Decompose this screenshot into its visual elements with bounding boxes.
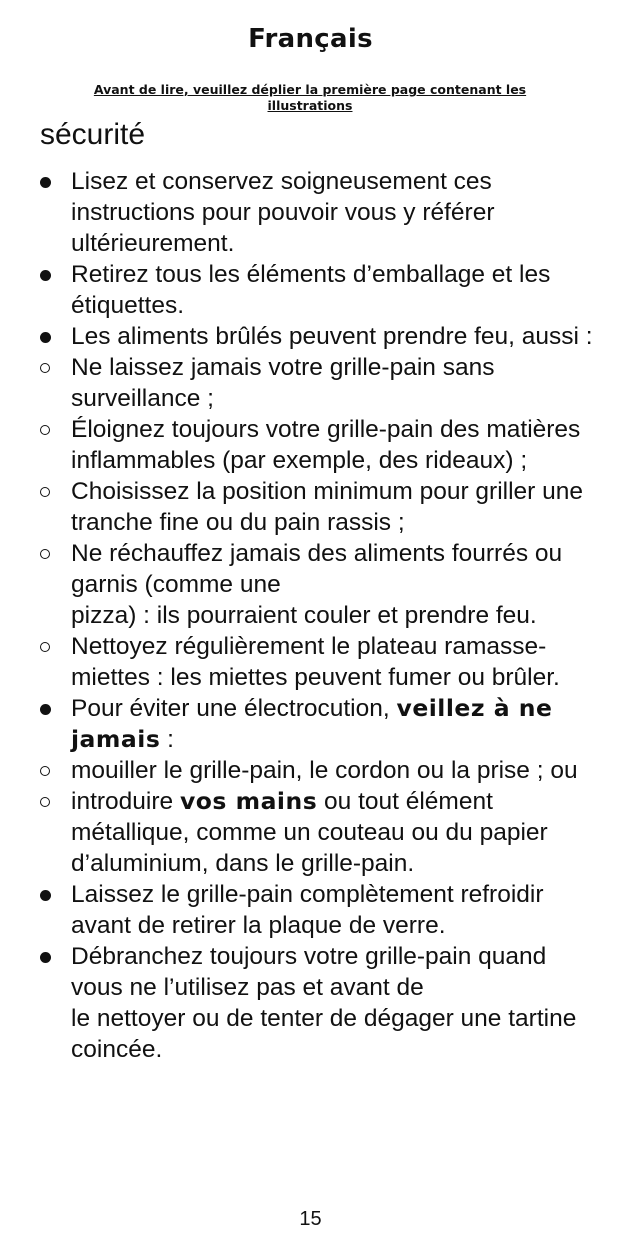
list-item [40, 786, 600, 879]
bullet-circle-icon [40, 797, 50, 807]
bullet-disc-icon [40, 270, 51, 281]
list-item [40, 476, 600, 538]
item-text: introduire [71, 788, 180, 815]
bullet-circle-icon [40, 363, 50, 373]
item-text: Ne réchauffez jamais des aliments fourrés ou garnis (comme une [71, 540, 563, 598]
item-text: Les aliments brûlés peuvent prendre feu, aussi : [71, 323, 593, 350]
list-item [40, 352, 600, 414]
list-item [40, 631, 600, 693]
item-text: Débranchez toujours votre grille-pain quand vous ne l’utilisez pas et avant de [71, 943, 547, 1001]
list-item [40, 166, 600, 259]
list-item [40, 321, 600, 352]
list-item [40, 941, 600, 1065]
list-item [40, 259, 600, 321]
list-item [40, 879, 600, 941]
list-item [40, 538, 600, 631]
bullet-circle-icon [40, 425, 50, 435]
bullet-disc-icon [40, 177, 51, 188]
item-text: ou tout élément métallique, comme un couteau ou du papier d’aluminium, dans le grille-pain. [71, 788, 548, 877]
bullet-circle-icon [40, 766, 50, 776]
item-bold-text: vos mains [179, 787, 318, 815]
bullet-disc-icon [40, 952, 51, 963]
item-text: Ne laissez jamais votre grille-pain sans surveillance ; [71, 354, 495, 412]
item-text: Choisissez la position minimum pour griller une tranche fine ou du pain rassis ; [71, 478, 583, 536]
item-text: le nettoyer ou de tenter de dégager une tartine coincée. [71, 1005, 577, 1063]
bullet-disc-icon [40, 704, 51, 715]
list-item [40, 414, 600, 476]
safety-list [40, 166, 600, 1065]
item-text: Retirez tous les éléments d’emballage et les étiquettes. [71, 261, 551, 319]
item-text: pizza) : ils pourraient couler et prendre feu. [71, 602, 537, 629]
bullet-circle-icon [40, 487, 50, 497]
item-text: Nettoyez régulièrement le plateau ramasse-miettes : les miettes peuvent fumer ou brûler. [71, 633, 560, 691]
item-text: Pour éviter une électrocution, [71, 695, 397, 722]
item-text: mouiller le grille-pain, le cordon ou la prise ; ou [71, 757, 578, 784]
bullet-disc-icon [40, 332, 51, 343]
item-text: Lisez et conservez soigneusement ces instructions pour pouvoir vous y référer ultérieurement. [71, 168, 495, 257]
bullet-disc-icon [40, 890, 51, 901]
list-item [40, 755, 600, 786]
item-bold-text: veillez à ne jamais [71, 694, 553, 753]
list-item [40, 693, 600, 755]
bullet-circle-icon [40, 549, 50, 559]
item-text: Laissez le grille-pain complètement refroidir avant de retirer la plaque de verre. [71, 881, 544, 939]
item-text: : [160, 726, 174, 753]
page-title: Français [248, 24, 373, 54]
bullet-circle-icon [40, 642, 50, 652]
item-text: Éloignez toujours votre grille-pain des matières inflammables (par exemple, des rideaux) ; [71, 416, 581, 474]
page-number: 15 [299, 1208, 322, 1230]
section-heading: sécurité [40, 118, 146, 151]
reading-note: Avant de lire, veuillez déplier la première page contenant les illustrations [93, 82, 527, 113]
